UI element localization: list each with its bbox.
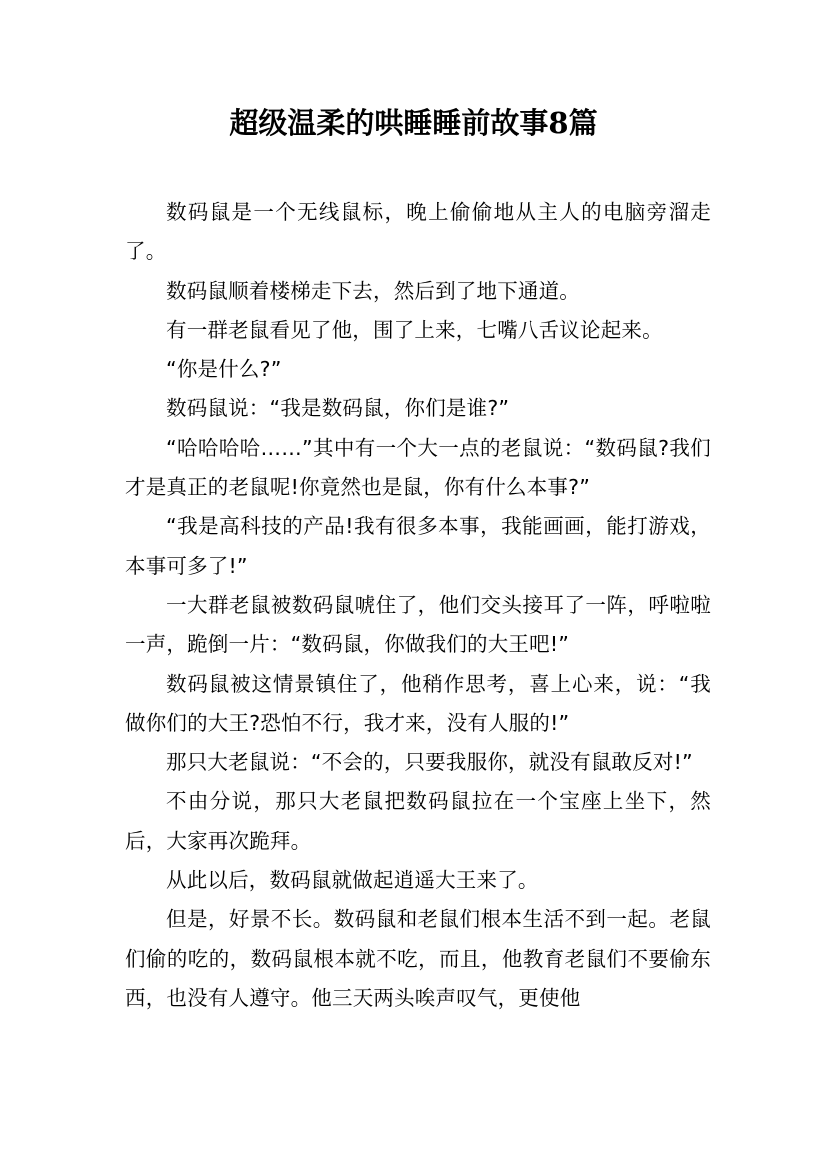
paragraph: 从此以后，数码鼠就做起逍遥大王来了。 [166,868,539,893]
paragraph: 数码鼠被这情景镇住了，他稍作思考，喜上心来，说：“我做你们的大王?恐怕不行，我才来，没有人服的!” [125,671,711,735]
paragraph: 数码鼠是一个无线鼠标，晚上偷偷地从主人的电脑旁溜走了。 [125,200,711,264]
story-body [125,193,711,1018]
paragraph: “我是高科技的产品!我有很多本事，我能画画，能打游戏，本事可多了!” [125,514,711,578]
paragraph: 但是，好景不长。数码鼠和老鼠们根本生活不到一起。老鼠们偷的吃的，数码鼠根本就不吃，而且，他教育老鼠们不要偷东西，也没有人遵守。他三天两头唉声叹气，更使他 [125,907,711,1010]
paragraph: 有一群老鼠看见了他，围了上来，七嘴八舌议论起来。 [166,317,663,342]
paragraph: 不由分说，那只大老鼠把数码鼠拉在一个宝座上坐下，然后，大家再次跪拜。 [125,789,711,853]
document-title: 超级温柔的哄睡睡前故事8篇 [229,106,598,140]
paragraph: 那只大老鼠说：“不会的，只要我服你，就没有鼠敢反对!” [166,750,693,775]
paragraph: “你是什么?” [166,357,282,382]
paragraph: “哈哈哈哈……”其中有一个大一点的老鼠说：“数码鼠?我们才是真正的老鼠呢!你竟然也是鼠，你有什么本事?” [125,435,711,500]
paragraph: 一大群老鼠被数码鼠唬住了，他们交头接耳了一阵，呼啦啦一声，跪倒一片：“数码鼠，你做我们的大王吧!” [125,592,711,657]
paragraph: 数码鼠顺着楼梯走下去，然后到了地下通道。 [166,278,580,303]
paragraph: 数码鼠说：“我是数码鼠，你们是谁?” [166,396,510,421]
